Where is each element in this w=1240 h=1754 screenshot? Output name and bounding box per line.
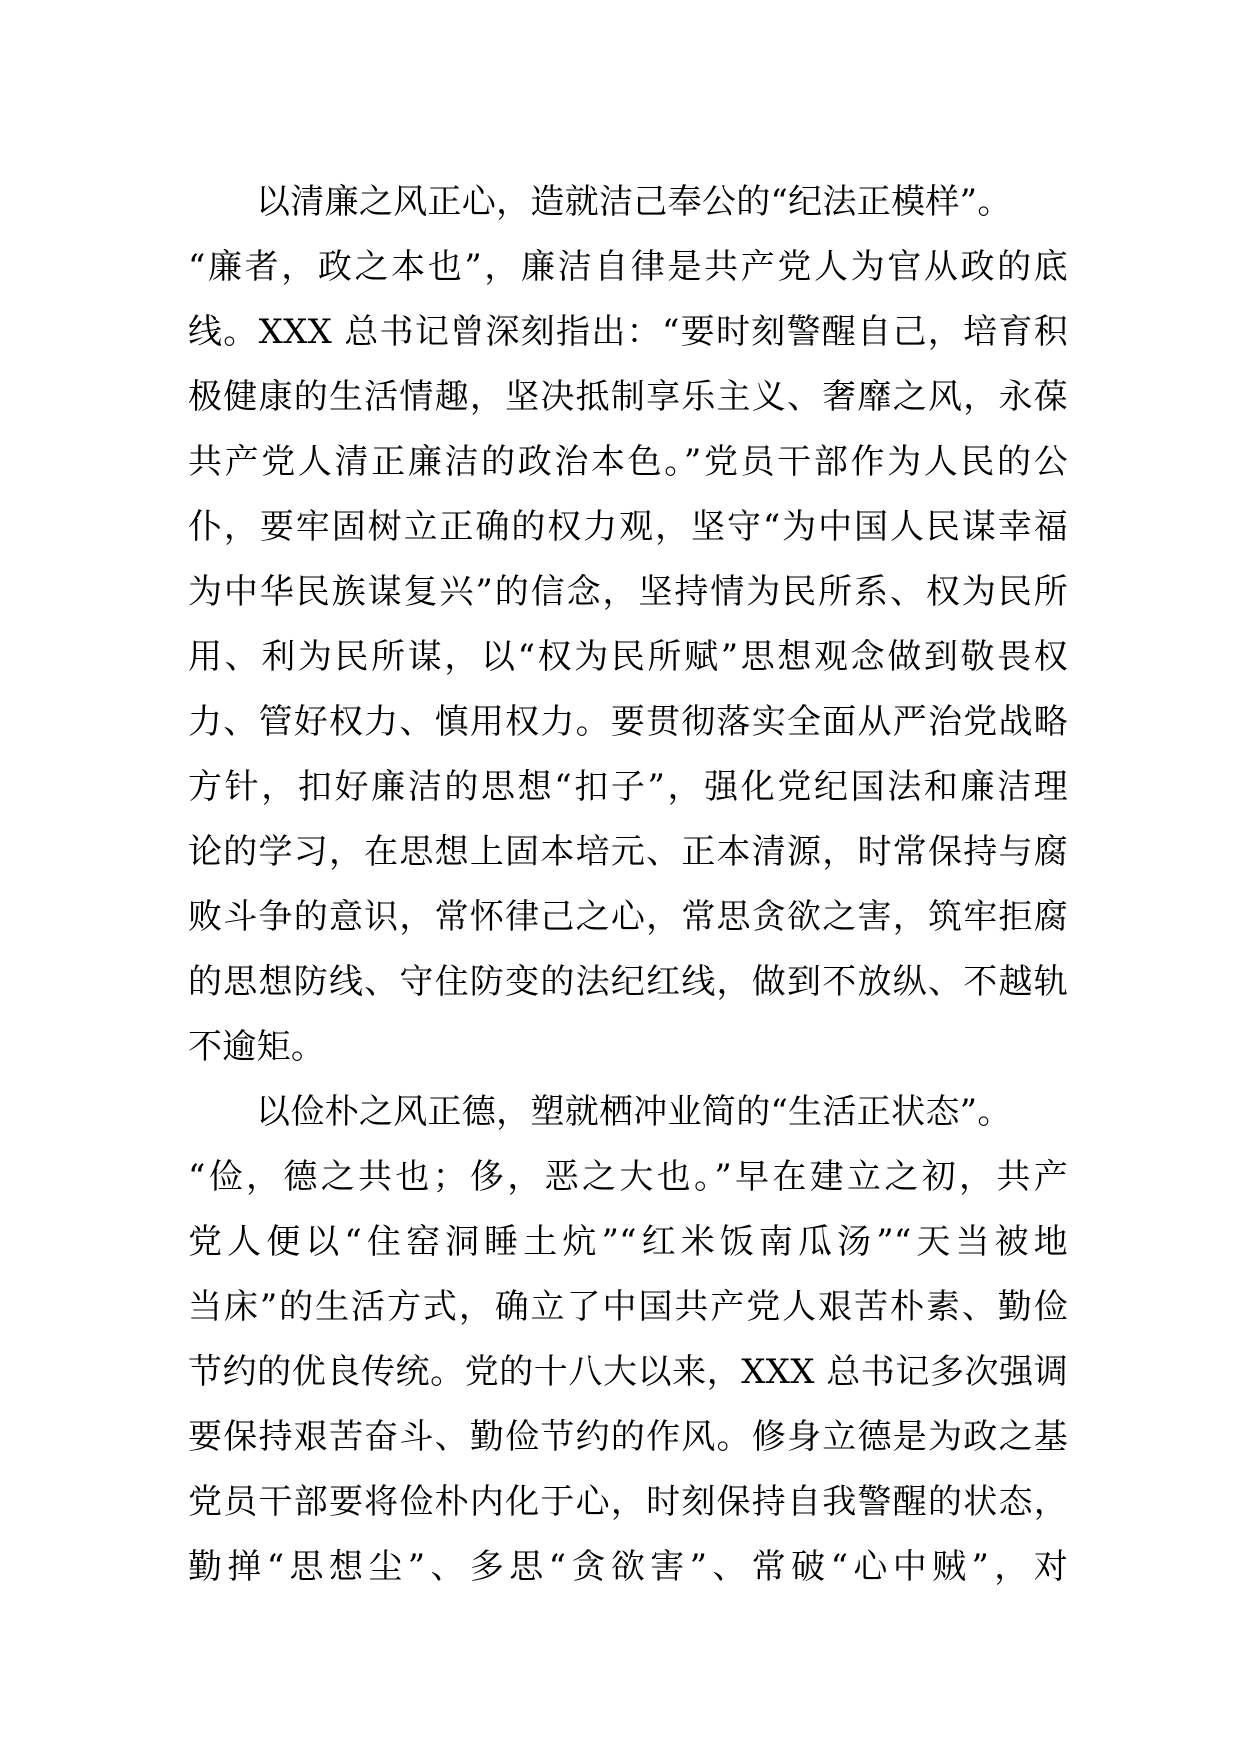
paragraph-line: 当床”的生活方式，确立了中国共产党人艰苦朴素、勤俭 bbox=[188, 1287, 1068, 1327]
paragraph-line: 为中华民族谋复兴”的信念，坚持情为民所系、权为民所 bbox=[188, 572, 1068, 612]
paragraph-line: 败斗争的意识，常怀律己之心，常思贪欲之害，筑牢拒腐 bbox=[188, 897, 1068, 937]
paragraph-line: 论的学习，在思想上固本培元、正本清源，时常保持与腐 bbox=[188, 832, 1068, 872]
paragraph-line: 勤掸“思想尘”、多思“贪欲害”、常破“心中贼”，对 bbox=[188, 1547, 1068, 1587]
paragraph-line: 共产党人清正廉洁的政治本色。”党员干部作为人民的公 bbox=[188, 442, 1068, 482]
paragraph-line: “廉者，政之本也”，廉洁自律是共产党人为官从政的底 bbox=[188, 247, 1068, 287]
paragraph-line: 极健康的生活情趣，坚决抵制享乐主义、奢靡之风，永葆 bbox=[188, 377, 1068, 417]
paragraph-line: “俭，德之共也；侈，恶之大也。”早在建立之初，共产 bbox=[188, 1157, 1068, 1197]
paragraph-line: 不逾矩。 bbox=[188, 1027, 326, 1067]
paragraph-line: 力、管好权力、慎用权力。要贯彻落实全面从严治党战略 bbox=[188, 702, 1068, 742]
paragraph-line: 要保持艰苦奋斗、勤俭节约的作风。修身立德是为政之基 bbox=[188, 1417, 1068, 1457]
paragraph-line: 节约的优良传统。党的十八大以来，XXX 总书记多次强调 bbox=[188, 1352, 1068, 1392]
paragraph-line: 党员干部要将俭朴内化于心，时刻保持自我警醒的状态， bbox=[188, 1482, 1068, 1522]
paragraph-line: 党人便以“住窑洞睡土炕”“红米饭南瓜汤”“天当被地 bbox=[188, 1222, 1068, 1262]
paragraph-1 bbox=[188, 170, 1068, 1080]
paragraph-line: 用、利为民所谋，以“权为民所赋”思想观念做到敬畏权 bbox=[188, 637, 1068, 677]
paragraph-line: 线。XXX 总书记曾深刻指出：“要时刻警醒自己，培育积 bbox=[188, 312, 1068, 352]
paragraph-line: 的思想防线、守住防变的法纪红线，做到不放纵、不越轨 bbox=[188, 962, 1068, 1002]
paragraph-line: 方针，扣好廉洁的思想“扣子”，强化党纪国法和廉洁理 bbox=[188, 767, 1068, 807]
paragraph-line: 以清廉之风正心，造就洁己奉公的“纪法正模样”。 bbox=[256, 182, 1012, 222]
paragraph-line: 以俭朴之风正德，塑就栖冲业简的“生活正状态”。 bbox=[256, 1092, 1012, 1132]
paragraph-2 bbox=[188, 1080, 1068, 1600]
document-body bbox=[188, 170, 1068, 1600]
paragraph-line: 仆，要牢固树立正确的权力观，坚守“为中国人民谋幸福 bbox=[188, 507, 1068, 547]
